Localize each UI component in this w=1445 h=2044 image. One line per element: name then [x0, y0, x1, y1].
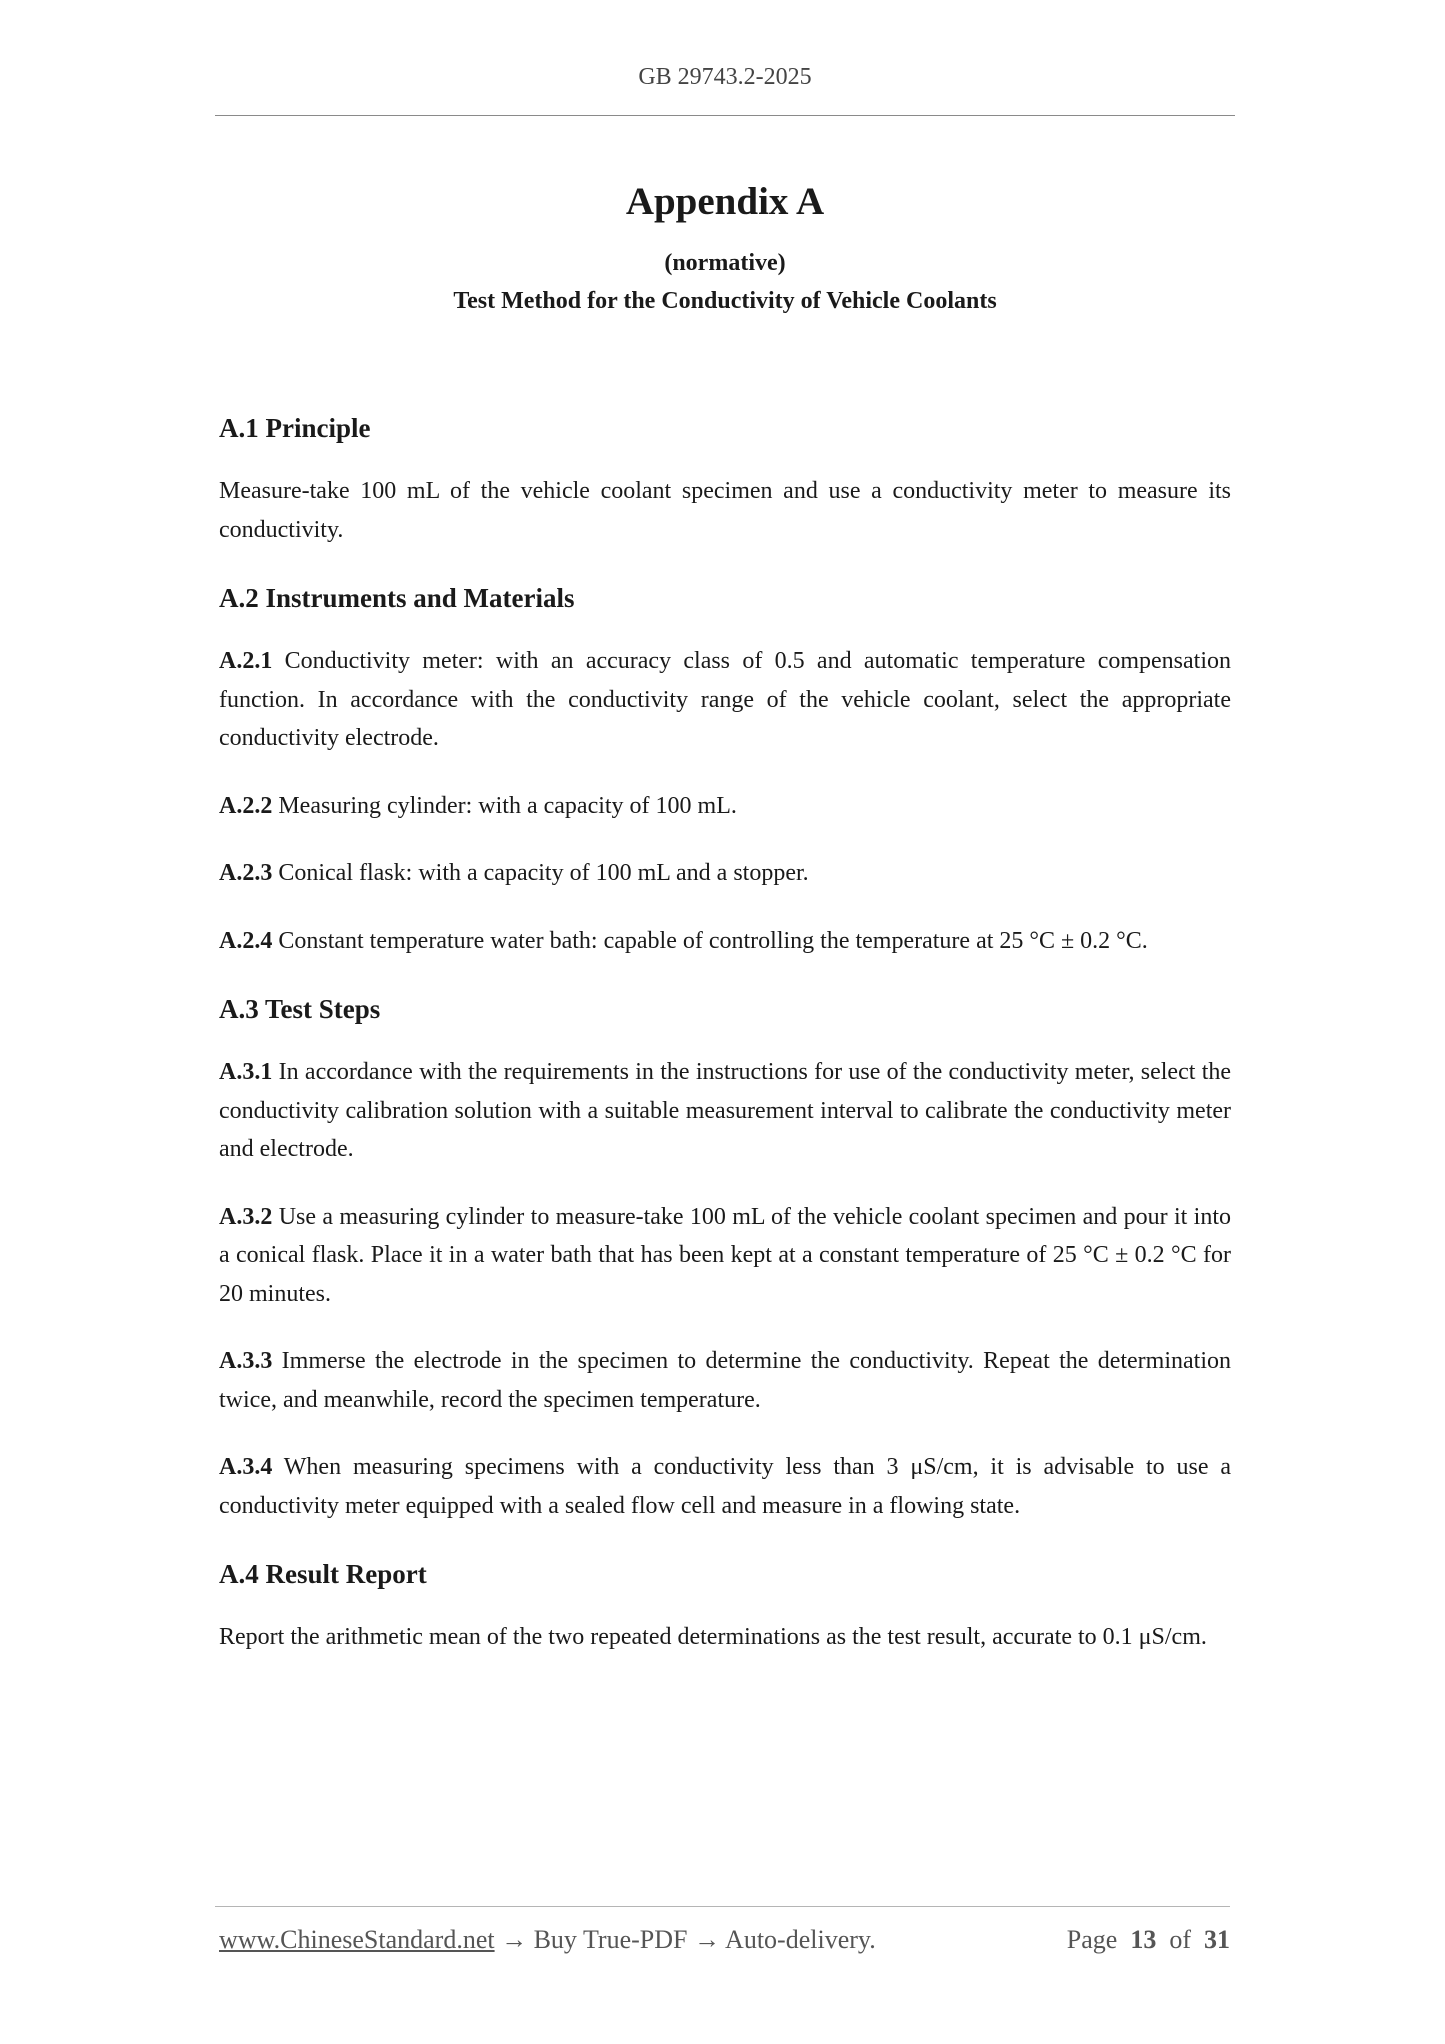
current-page-number: 13 [1130, 1925, 1157, 1954]
clause-a-2-1 [219, 642, 1231, 758]
clause-text: Use a measuring cylinder to measure-take 100 mL of the vehicle coolant specimen and pour it into a conical flask. Place it in a water bath that has been kept at a constant temperature of 25 °C ± 0.2 °C for 20 minutes. [219, 1203, 1231, 1307]
website-link[interactable]: www.ChineseStandard.net [219, 1925, 495, 1954]
clause-a-3-3 [219, 1342, 1231, 1419]
of-label: of [1169, 1925, 1191, 1954]
section-heading-a1: A.1 Principle [219, 413, 371, 443]
clause-number: A.2.2 [219, 792, 273, 819]
clause-text: In accordance with the requirements in the instructions for use of the conductivity meter, select the conductivity calibration solution with a suitable measurement interval to calibrate the conductivity meter and electrode. [219, 1059, 1232, 1162]
clause-text: When measuring specimens with a conductivity less than 3 μS/cm, it is advisable to use a conductivity meter equipped with a sealed flow cell and measure in a flowing state. [219, 1454, 1232, 1519]
clause-text: Immerse the electrode in the specimen to determine the conductivity. Repeat the determination twice, and meanwhile, record the specimen temperature. [219, 1348, 1231, 1413]
appendix-status: (normative) [664, 250, 786, 276]
clause-a-2-2 [219, 787, 1231, 826]
section-heading-a4: A.4 Result Report [219, 1559, 427, 1589]
page-counter [1067, 1925, 1230, 1955]
clause-a-3-4 [219, 1448, 1231, 1525]
clause-number: A.2.1 [219, 648, 273, 674]
clause-a-2-4 [219, 922, 1231, 961]
section-heading-a3: A.3 Test Steps [219, 994, 381, 1024]
clause-number: A.2.4 [219, 927, 273, 954]
header-divider [215, 115, 1235, 116]
appendix-title-block [215, 172, 1235, 320]
clause-number: A.2.3 [219, 860, 273, 886]
clause-text: Conical flask: with a capacity of 100 mL and a stopper. [278, 860, 809, 886]
footer-promo [219, 1925, 876, 1955]
appendix-title: Appendix A [625, 180, 825, 223]
clause-text: Measuring cylinder: with a capacity of 100 mL. [278, 792, 737, 819]
footer-promo-text: → Buy True-PDF → Auto-delivery. [494, 1925, 876, 1954]
total-page-number: 31 [1204, 1925, 1230, 1954]
document-number-header: GB 29743.2-2025 [638, 64, 812, 90]
clause-number: A.3.2 [219, 1203, 273, 1230]
section-heading-a2: A.2 Instruments and Materials [219, 583, 575, 613]
result-report-paragraph: Report the arithmetic mean of the two repeated determinations as the test result, accurate to 0.1 μS/cm. [219, 1624, 1207, 1650]
footer-divider [215, 1906, 1230, 1907]
appendix-name: Test Method for the Conductivity of Vehicle Coolants [453, 288, 997, 314]
clause-a-3-1 [219, 1053, 1231, 1169]
clause-a-2-3 [219, 854, 1231, 893]
document-body [219, 408, 1231, 1686]
clause-text: Constant temperature water bath: capable of controlling the temperature at 25 °C ± 0.2 °C. [278, 927, 1148, 954]
clause-number: A.3.3 [219, 1348, 273, 1374]
clause-number: A.3.1 [219, 1059, 273, 1085]
principle-paragraph: Measure-take 100 mL of the vehicle coolant specimen and use a conductivity meter to measure its conductivity. [219, 478, 1231, 543]
clause-text: Conductivity meter: with an accuracy class of 0.5 and automatic temperature compensation function. In accordance with the conductivity range of the vehicle coolant, select the appropriate conductivity electrode. [219, 648, 1232, 751]
clause-a-3-2 [219, 1198, 1231, 1314]
clause-number: A.3.4 [219, 1454, 273, 1480]
page-label: Page [1066, 1925, 1118, 1954]
